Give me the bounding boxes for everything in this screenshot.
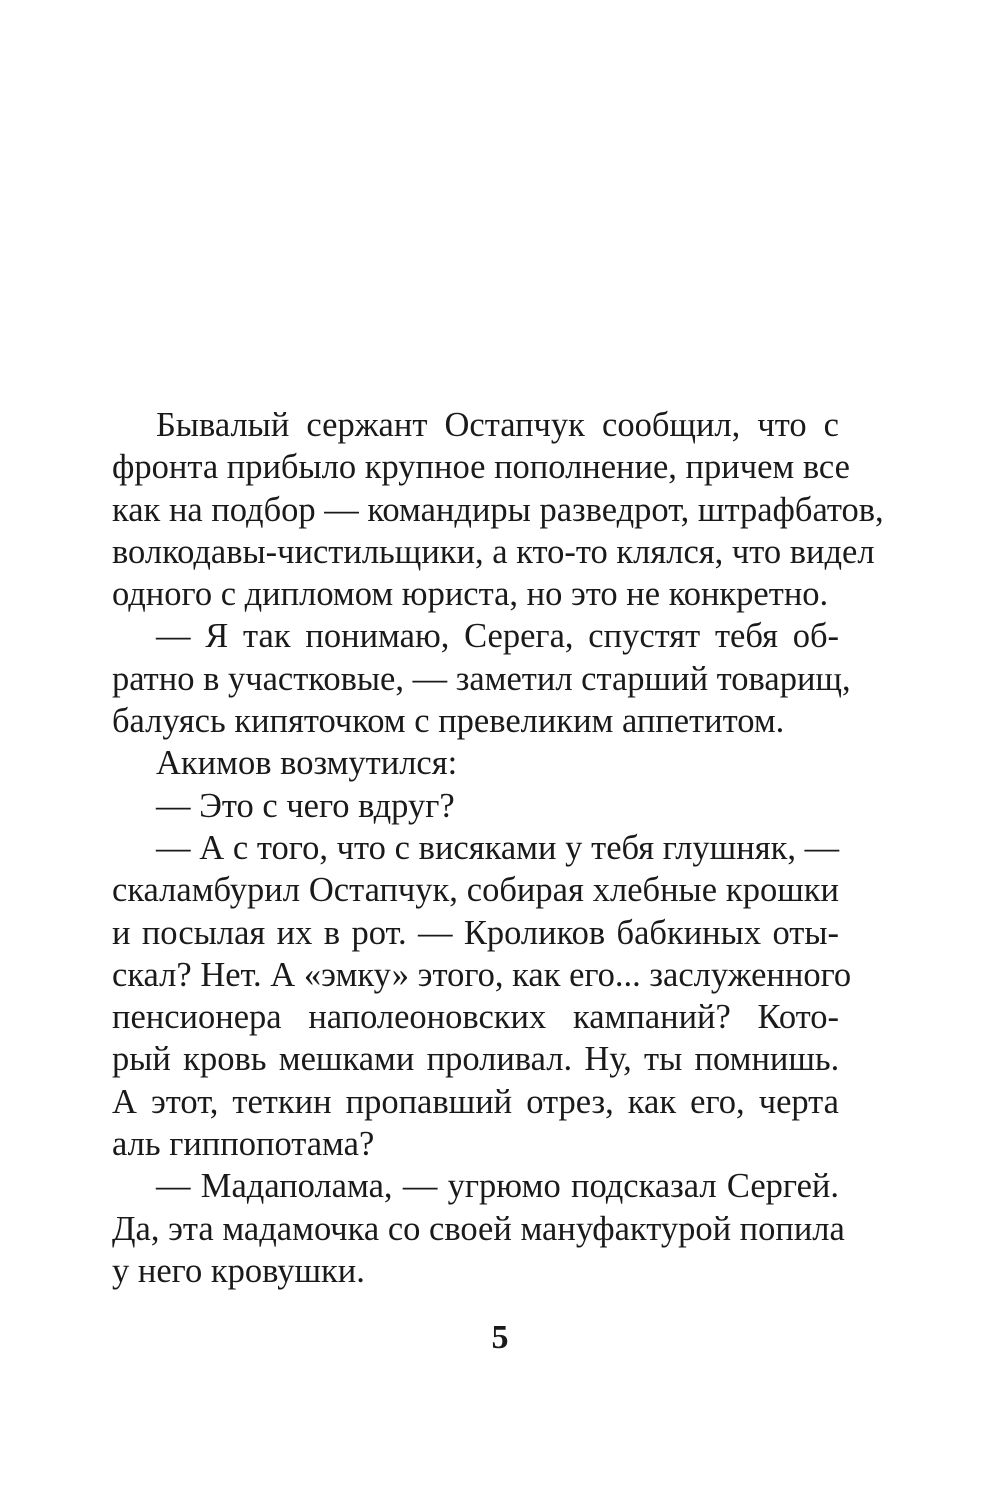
text-line-19: — Мадаполама, — угрюмо подсказал Сергей. bbox=[156, 1167, 839, 1206]
text-line-11: — А с того, что с висяками у тебя глушняк, — bbox=[156, 828, 840, 867]
text-line-20: Да, эта мадамочка со своей мануфактурой попила bbox=[112, 1209, 845, 1248]
text-line-17: А этот, теткин пропавший отрез, как его, черта bbox=[112, 1082, 839, 1121]
text-line-16: рый кровь мешками проливал. Ну, ты помнишь. bbox=[112, 1040, 840, 1079]
text-line-3: как на подбор — командиры разведрот, штрафбатов, bbox=[112, 490, 884, 529]
text-line-9: Акимов возмутился: bbox=[156, 744, 458, 783]
text-line-7: ратно в участковые, — заметил старший товарищ, bbox=[112, 659, 851, 698]
text-line-21: у него кровушки. bbox=[112, 1251, 365, 1290]
text-line-4: волкодавы-чистильщики, а кто-то клялся, что видел bbox=[112, 532, 875, 571]
text-line-1: Бывалый сержант Остапчук сообщил, что с bbox=[156, 406, 839, 444]
body-text bbox=[112, 404, 884, 1292]
page-number: 5 bbox=[491, 1319, 509, 1356]
text-line-6: — Я так понимаю, Серега, спустят тебя об- bbox=[156, 617, 839, 656]
text-line-5: одного с дипломом юриста, но это не конкретно. bbox=[112, 575, 829, 614]
text-line-15: пенсионера наполеоновских кампаний? Кото- bbox=[112, 998, 839, 1037]
text-line-12: скаламбурил Остапчук, собирая хлебные крошки bbox=[112, 871, 839, 910]
text-line-18: аль гиппопотама? bbox=[112, 1125, 375, 1164]
text-line-8: балуясь кипяточком с превеликим аппетитом. bbox=[112, 702, 785, 741]
text-line-14: скал? Нет. А «эмку» этого, как его... заслуженного bbox=[112, 955, 852, 994]
text-line-10: — Это с чего вдруг? bbox=[156, 786, 455, 825]
text-line-2: фронта прибыло крупное пополнение, причем все bbox=[112, 448, 850, 487]
text-line-13: и посылая их в рот. — Кроликов бабкиных оты- bbox=[112, 913, 839, 952]
